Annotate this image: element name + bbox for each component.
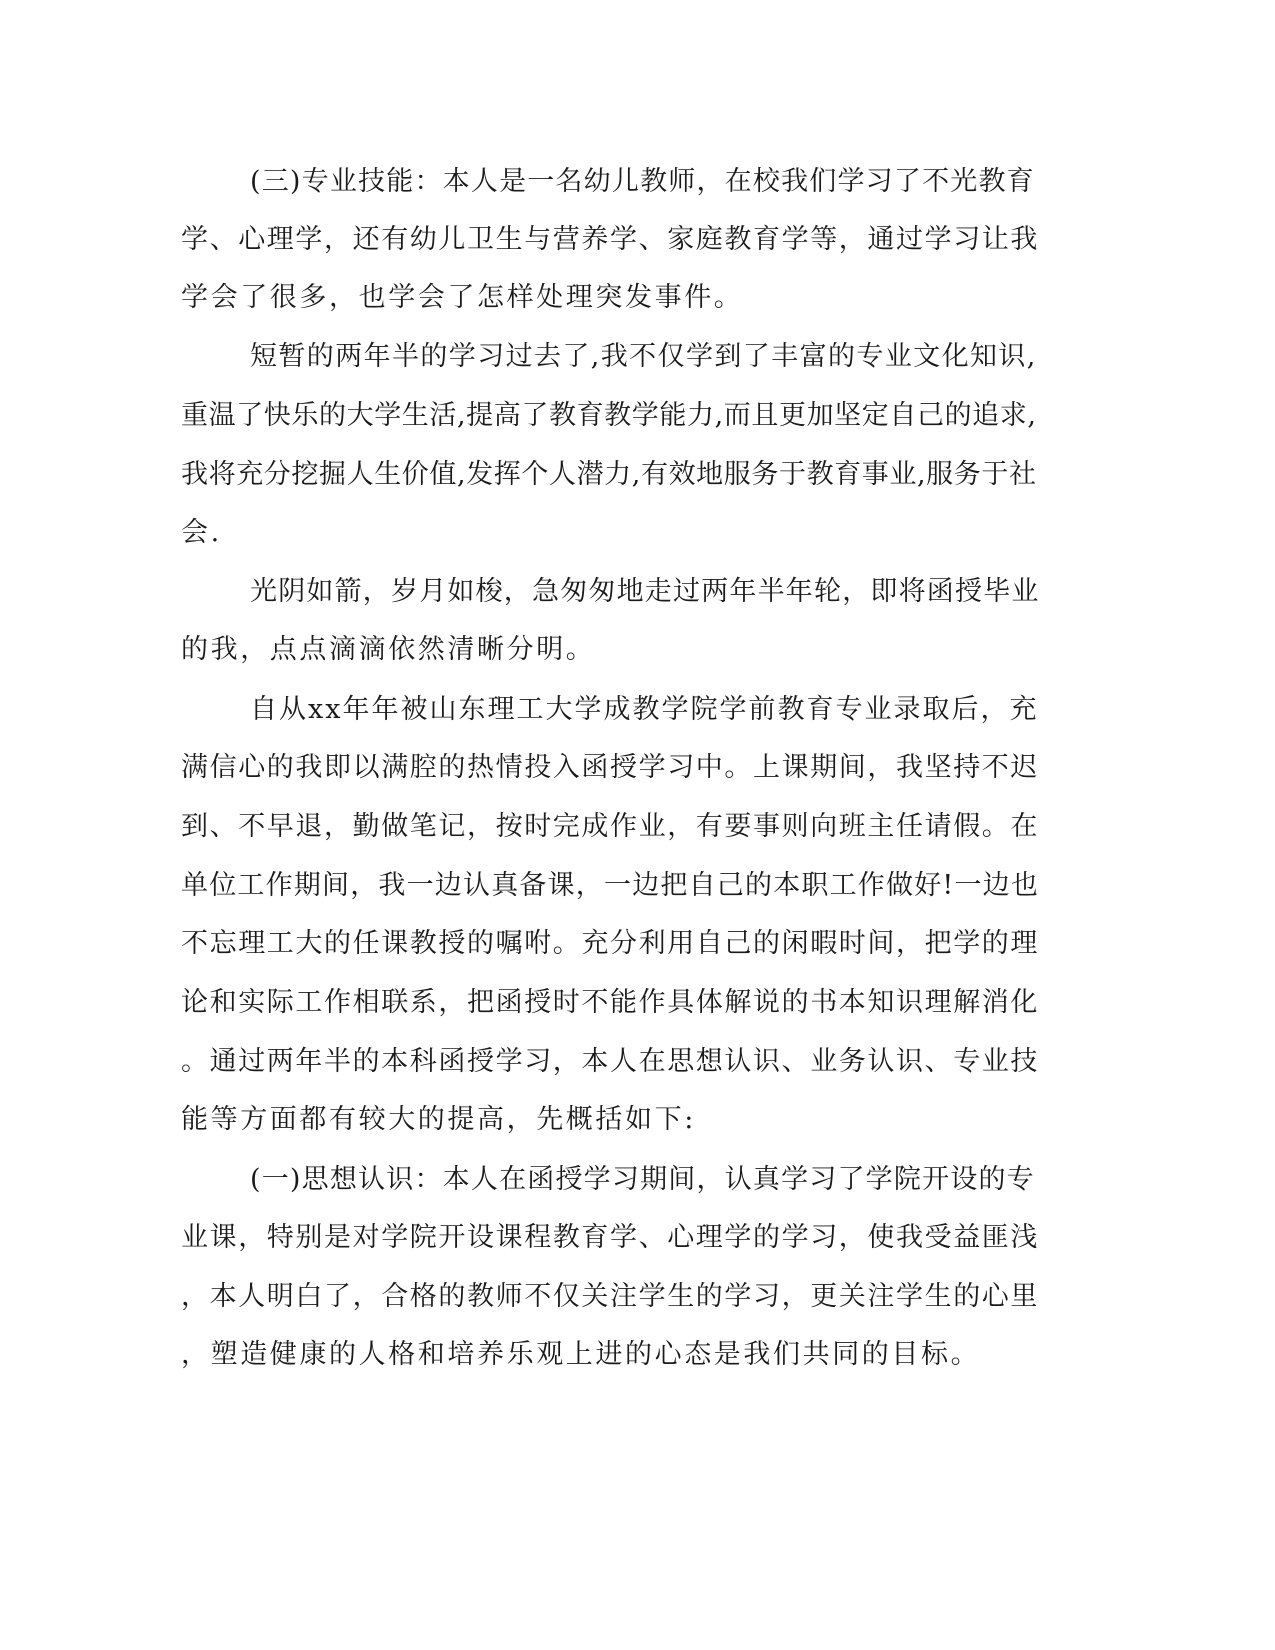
paragraph-line: ，本人明白了，合格的教师不仅关注学生的学习，更关注学生的心里	[181, 1281, 1039, 1312]
paragraph-line: 论和实际工作相联系，把函授时不能作具体解说的书本知识理解消化	[181, 987, 1039, 1018]
paragraph-line: 满信心的我即以满腔的热情投入函授学习中。上课期间，我坚持不迟	[181, 752, 1039, 783]
paragraph-line: 能等方面都有较大的提高，先概括如下:	[181, 1104, 696, 1135]
paragraph-line: (一)思想认识：本人在函授学习期间，认真学习了学院开设的专	[250, 1164, 1035, 1195]
paragraph-line: 不忘理工大的任课教授的嘱咐。充分利用自己的闲暇时间，把学的理	[181, 928, 1039, 959]
paragraph-line: 到、不早退，勤做笔记，按时完成作业，有要事则向班主任请假。在	[181, 811, 1039, 842]
paragraph-line: 短暂的两年半的学习过去了,我不仅学到了丰富的专业文化知识,	[250, 341, 1037, 372]
paragraph-line: 自从xx年年被山东理工大学成教学院学前教育专业录取后，充	[250, 694, 1039, 725]
paragraph-line: 。通过两年半的本科函授学习，本人在思想认识、业务认识、专业技	[181, 1046, 1039, 1077]
paragraph-line: 会.	[181, 517, 222, 548]
paragraph-line: 光阴如箭，岁月如梭，急匆匆地走过两年半年轮，即将函授毕业	[250, 576, 1040, 607]
paragraph-line: 单位工作期间，我一边认真备课，一边把自己的本职工作做好!一边也	[181, 870, 1040, 901]
paragraph-line: 业课，特别是对学院开设课程教育学、心理学的学习，使我受益匪浅	[181, 1222, 1039, 1253]
paragraph-line: 我将充分挖掘人生价值,发挥个人潜力,有效地服务于教育事业,服务于社	[181, 459, 1037, 490]
paragraph-line: (三)专业技能：本人是一名幼儿教师，在校我们学习了不光教育	[250, 166, 1035, 197]
paragraph-line: 重温了快乐的大学生活,提高了教育教学能力,而且更加坚定自己的追求,	[181, 400, 1037, 431]
paragraph-line: ，塑造健康的人格和培养乐观上进的心态是我们共同的目标。	[181, 1339, 981, 1370]
paragraph-line: 的我，点点滴滴依然清晰分明。	[181, 634, 596, 665]
paragraph-line: 学、心理学，还有幼儿卫生与营养学、家庭教育学等，通过学习让我	[181, 224, 1039, 255]
paragraph-line: 学会了很多，也学会了怎样处理突发事件。	[181, 282, 744, 313]
